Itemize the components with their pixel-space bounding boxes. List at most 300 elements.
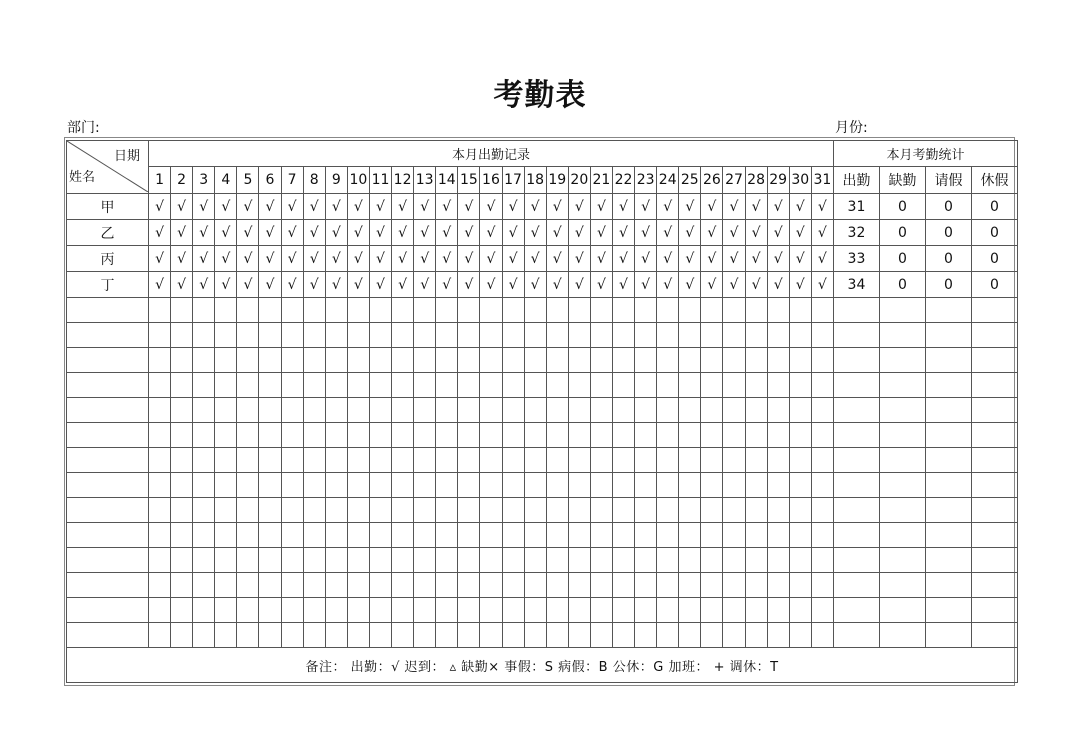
day-header-29: 29 [767,167,789,194]
blank-cell [701,423,723,448]
blank-cell [303,598,325,623]
blank-cell [679,423,701,448]
blank-cell [524,498,546,523]
blank-cell [502,448,524,473]
blank-cell [215,523,237,548]
attendance-check-cell: √ [458,272,480,298]
blank-cell [325,573,347,598]
blank-cell [259,573,281,598]
blank-cell [414,623,436,648]
blank-row [67,423,1018,448]
blank-cell [524,423,546,448]
blank-cell [590,398,612,423]
attendance-check-cell: √ [149,220,171,246]
blank-cell [925,398,971,423]
day-header-16: 16 [480,167,502,194]
blank-cell [811,323,833,348]
blank-cell [657,623,679,648]
blank-row [67,598,1018,623]
blank-cell [67,398,149,423]
blank-cell [281,598,303,623]
stat-value-cell: 32 [833,220,879,246]
blank-cell [833,448,879,473]
blank-cell [767,373,789,398]
blank-cell [259,423,281,448]
blank-cell [259,623,281,648]
blank-cell [811,398,833,423]
attendance-check-cell: √ [193,246,215,272]
blank-cell [325,598,347,623]
attendance-check-cell: √ [811,220,833,246]
blank-cell [767,448,789,473]
blank-cell [67,623,149,648]
blank-cell [524,598,546,623]
day-header-3: 3 [193,167,215,194]
blank-cell [925,598,971,623]
blank-cell [325,423,347,448]
blank-cell [436,323,458,348]
attendance-check-cell: √ [347,246,369,272]
blank-cell [215,548,237,573]
blank-cell [612,623,634,648]
blank-cell [635,448,657,473]
attendance-check-cell: √ [303,246,325,272]
attendance-check-cell: √ [701,220,723,246]
blank-cell [767,473,789,498]
blank-cell [325,398,347,423]
blank-cell [612,398,634,423]
day-header-19: 19 [546,167,568,194]
blank-cell [879,448,925,473]
blank-cell [789,473,811,498]
blank-cell [612,473,634,498]
blank-cell [971,373,1017,398]
attendance-check-cell: √ [325,220,347,246]
blank-cell [171,423,193,448]
blank-cell [701,348,723,373]
blank-row [67,373,1018,398]
blank-cell [971,598,1017,623]
blank-cell [657,373,679,398]
blank-cell [171,298,193,323]
attendance-check-cell: √ [436,272,458,298]
attendance-check-cell: √ [811,272,833,298]
blank-cell [546,323,568,348]
attendance-check-cell: √ [612,272,634,298]
day-header-23: 23 [635,167,657,194]
blank-cell [745,473,767,498]
blank-cell [971,448,1017,473]
attendance-check-cell: √ [679,194,701,220]
blank-cell [237,348,259,373]
blank-cell [281,498,303,523]
blank-cell [568,523,590,548]
blank-cell [811,623,833,648]
blank-cell [723,373,745,398]
blank-cell [971,548,1017,573]
blank-cell [590,373,612,398]
blank-cell [149,348,171,373]
blank-cell [767,323,789,348]
blank-cell [745,398,767,423]
attendance-check-cell: √ [458,194,480,220]
attendance-check-cell: √ [612,246,634,272]
blank-cell [657,523,679,548]
day-header-10: 10 [347,167,369,194]
blank-cell [590,298,612,323]
blank-cell [325,373,347,398]
blank-cell [392,323,414,348]
blank-cell [568,423,590,448]
blank-cell [458,348,480,373]
attendance-check-cell: √ [635,246,657,272]
blank-cell [590,348,612,373]
blank-cell [502,548,524,573]
attendance-check-cell: √ [590,194,612,220]
blank-cell [171,398,193,423]
stat-value-cell: 33 [833,246,879,272]
blank-cell [347,323,369,348]
blank-cell [723,498,745,523]
blank-cell [971,473,1017,498]
attendance-check-cell: √ [149,246,171,272]
blank-cell [767,398,789,423]
blank-cell [971,573,1017,598]
blank-cell [568,498,590,523]
stat-value-cell: 0 [971,246,1017,272]
blank-cell [568,323,590,348]
employee-name-cell: 甲 [67,194,149,220]
blank-cell [347,448,369,473]
blank-cell [879,473,925,498]
blank-cell [811,373,833,398]
blank-cell [325,448,347,473]
blank-cell [215,298,237,323]
blank-cell [879,598,925,623]
blank-cell [502,473,524,498]
blank-cell [723,473,745,498]
blank-cell [679,348,701,373]
attendance-check-cell: √ [171,246,193,272]
blank-cell [502,298,524,323]
blank-cell [281,398,303,423]
blank-cell [325,323,347,348]
attendance-check-cell: √ [392,220,414,246]
blank-cell [237,373,259,398]
blank-cell [833,373,879,398]
attendance-check-cell: √ [745,246,767,272]
blank-cell [879,398,925,423]
blank-cell [590,523,612,548]
blank-cell [701,548,723,573]
attendance-check-cell: √ [347,272,369,298]
attendance-check-cell: √ [568,272,590,298]
blank-cell [879,298,925,323]
blank-row [67,623,1018,648]
day-header-13: 13 [414,167,436,194]
blank-cell [925,573,971,598]
blank-cell [325,523,347,548]
attendance-check-cell: √ [524,272,546,298]
blank-cell [833,298,879,323]
blank-cell [149,598,171,623]
blank-cell [149,473,171,498]
blank-cell [767,548,789,573]
blank-cell [568,398,590,423]
blank-cell [436,598,458,623]
blank-cell [458,398,480,423]
attendance-check-cell: √ [546,272,568,298]
blank-cell [480,523,502,548]
blank-cell [723,298,745,323]
blank-cell [436,548,458,573]
blank-cell [303,448,325,473]
blank-cell [237,298,259,323]
blank-cell [347,548,369,573]
blank-cell [480,548,502,573]
attendance-check-cell: √ [568,220,590,246]
blank-cell [925,348,971,373]
blank-cell [436,573,458,598]
blank-cell [67,323,149,348]
blank-cell [149,523,171,548]
blank-cell [524,298,546,323]
blank-cell [701,398,723,423]
blank-cell [635,548,657,573]
day-header-9: 9 [325,167,347,194]
attendance-check-cell: √ [436,194,458,220]
attendance-check-cell: √ [789,272,811,298]
blank-cell [215,623,237,648]
blank-cell [392,448,414,473]
blank-cell [436,448,458,473]
blank-cell [480,573,502,598]
attendance-check-cell: √ [259,246,281,272]
blank-cell [879,623,925,648]
blank-row [67,298,1018,323]
attendance-check-cell: √ [480,272,502,298]
blank-cell [879,423,925,448]
blank-cell [436,473,458,498]
blank-cell [524,573,546,598]
blank-cell [833,623,879,648]
attendance-check-cell: √ [635,194,657,220]
attendance-check-cell: √ [414,246,436,272]
blank-cell [259,323,281,348]
blank-cell [546,398,568,423]
blank-cell [480,398,502,423]
blank-cell [679,323,701,348]
table-row [67,194,1018,220]
blank-cell [657,348,679,373]
attendance-check-cell: √ [767,194,789,220]
blank-cell [347,623,369,648]
blank-cell [546,348,568,373]
attendance-check-cell: √ [414,194,436,220]
blank-cell [480,348,502,373]
blank-cell [436,373,458,398]
stat-value-cell: 0 [879,272,925,298]
blank-cell [149,548,171,573]
blank-cell [458,523,480,548]
attendance-check-cell: √ [657,246,679,272]
blank-cell [325,498,347,523]
blank-cell [171,448,193,473]
blank-cell [701,498,723,523]
blank-cell [414,323,436,348]
blank-cell [436,623,458,648]
blank-cell [149,623,171,648]
attendance-check-cell: √ [612,194,634,220]
blank-cell [590,423,612,448]
employee-name-cell: 丁 [67,272,149,298]
attendance-check-cell: √ [237,194,259,220]
blank-row [67,448,1018,473]
blank-cell [458,323,480,348]
blank-cell [833,573,879,598]
blank-cell [701,573,723,598]
blank-cell [502,623,524,648]
blank-cell [635,573,657,598]
blank-cell [347,473,369,498]
blank-cell [502,598,524,623]
blank-cell [612,323,634,348]
attendance-check-cell: √ [149,194,171,220]
blank-cell [833,398,879,423]
blank-cell [568,473,590,498]
blank-cell [303,373,325,398]
blank-cell [925,373,971,398]
blank-cell [193,548,215,573]
blank-cell [524,348,546,373]
blank-cell [546,448,568,473]
blank-cell [369,473,391,498]
blank-cell [149,298,171,323]
blank-cell [612,523,634,548]
blank-cell [590,598,612,623]
blank-cell [347,348,369,373]
day-header-7: 7 [281,167,303,194]
blank-cell [281,523,303,548]
attendance-check-cell: √ [215,272,237,298]
attendance-check-cell: √ [281,246,303,272]
attendance-check-cell: √ [767,272,789,298]
blank-cell [369,548,391,573]
attendance-check-cell: √ [369,194,391,220]
stat-value-cell: 0 [971,220,1017,246]
blank-cell [546,598,568,623]
blank-cell [925,498,971,523]
attendance-check-cell: √ [458,220,480,246]
day-header-18: 18 [524,167,546,194]
blank-cell [745,623,767,648]
month-label: 月份: [835,120,868,136]
blank-cell [480,598,502,623]
day-header-15: 15 [458,167,480,194]
blank-cell [369,448,391,473]
blank-cell [568,623,590,648]
stat-header-2: 请假 [925,167,971,194]
attendance-check-cell: √ [281,220,303,246]
blank-cell [281,298,303,323]
blank-cell [745,323,767,348]
blank-cell [679,598,701,623]
corner-date-label: 日期 [113,149,140,164]
blank-cell [723,523,745,548]
blank-cell [67,598,149,623]
attendance-check-cell: √ [789,220,811,246]
attendance-check-cell: √ [767,220,789,246]
blank-cell [325,473,347,498]
blank-cell [458,423,480,448]
monthly-stats-header: 本月考勤统计 [833,141,1017,167]
blank-cell [811,448,833,473]
blank-cell [568,373,590,398]
blank-cell [925,323,971,348]
blank-cell [612,298,634,323]
blank-cell [679,298,701,323]
blank-cell [590,323,612,348]
blank-cell [925,473,971,498]
blank-cell [347,573,369,598]
blank-cell [347,398,369,423]
blank-cell [414,523,436,548]
blank-cell [259,298,281,323]
blank-cell [193,448,215,473]
attendance-check-cell: √ [590,220,612,246]
attendance-check-cell: √ [789,246,811,272]
attendance-check-cell: √ [679,246,701,272]
attendance-check-cell: √ [723,220,745,246]
blank-cell [723,323,745,348]
blank-cell [789,373,811,398]
attendance-check-cell: √ [436,220,458,246]
blank-cell [811,298,833,323]
blank-cell [480,623,502,648]
blank-cell [925,298,971,323]
blank-cell [590,573,612,598]
attendance-check-cell: √ [502,246,524,272]
attendance-check-cell: √ [745,272,767,298]
blank-cell [171,473,193,498]
blank-cell [67,423,149,448]
blank-cell [458,598,480,623]
blank-row [67,573,1018,598]
blank-cell [369,523,391,548]
attendance-check-cell: √ [524,246,546,272]
attendance-check-cell: √ [546,194,568,220]
blank-cell [701,623,723,648]
blank-cell [347,373,369,398]
blank-cell [745,598,767,623]
blank-cell [171,548,193,573]
blank-cell [833,548,879,573]
blank-cell [701,598,723,623]
day-header-21: 21 [590,167,612,194]
blank-cell [414,373,436,398]
blank-cell [635,623,657,648]
monthly-record-header: 本月出勤记录 [149,141,834,167]
blank-cell [502,573,524,598]
blank-cell [303,348,325,373]
blank-cell [789,623,811,648]
blank-cell [325,623,347,648]
attendance-check-cell: √ [701,246,723,272]
blank-cell [524,398,546,423]
blank-cell [502,523,524,548]
blank-cell [590,623,612,648]
blank-cell [679,473,701,498]
